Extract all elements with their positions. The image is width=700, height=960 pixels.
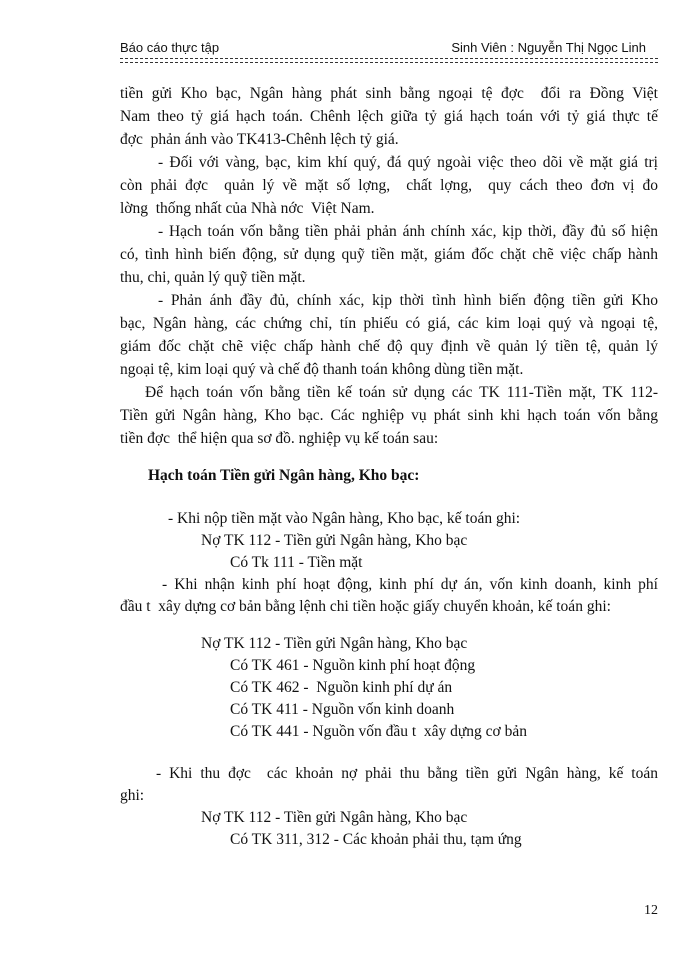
section-heading: Hạch toán Tiền gửi Ngân hàng, Kho bạc:: [148, 467, 420, 484]
paragraph-line: - Phản ánh đầy đủ, chính xác, kịp thời tình hình biến động tiền gửi Kho: [158, 292, 658, 309]
paragraph-line: ngoại tệ, kim loại quý và chế độ thanh toán không dùng tiền mặt.: [120, 361, 524, 378]
paragraph-line: đợc phản ánh vào TK413-Chênh lệch tỷ giá.: [120, 131, 399, 148]
header-report-title: Báo cáo thực tập: [120, 40, 220, 55]
paragraph-line: giám đốc chặt chẽ việc chấp hành chế độ quy định về quản lý tiền tệ, quản lý: [120, 338, 658, 355]
paragraph-line: - Khi nộp tiền mặt vào Ngân hàng, Kho bạc, kế toán ghi:: [168, 510, 521, 527]
paragraph-line: ghi:: [120, 787, 145, 804]
paragraph-line: - Khi thu đợc các khoản nợ phải thu bằng tiền gửi Ngân hàng, kế toán: [156, 765, 658, 782]
paragraph-line: có, tình hình biến động, sử dụng quỹ tiền mặt, giám đốc chặt chẽ việc chấp hành: [120, 246, 658, 263]
paragraph-line: tiền đợc thể hiện qua sơ đồ. nghiệp vụ kế toán sau:: [120, 430, 439, 447]
entry-debit-line: Nợ TK 112 - Tiền gửi Ngân hàng, Kho bạc: [201, 532, 468, 549]
paragraph-line: bạc, Ngân hàng, các chứng chỉ, tín phiếu có giá, các kim loại quý và ngoại tệ,: [120, 315, 658, 332]
paragraph-line: Nam theo tỷ giá hạch toán. Chênh lệch giữa tỷ giá hạch toán với tỷ giá thực tế: [120, 108, 658, 125]
paragraph-line: - Hạch toán vốn bằng tiền phải phản ánh chính xác, kịp thời, đầy đủ số hiện: [158, 223, 658, 240]
page-number: 12: [644, 903, 658, 918]
header-student-name: Sinh Viên : Nguyễn Thị Ngọc Linh: [451, 40, 646, 55]
paragraph-line: đầu t xây dựng cơ bản bằng lệnh chi tiền hoặc giấy chuyển khoản, kế toán ghi:: [120, 598, 611, 615]
paragraph-line: - Đối với vàng, bạc, kim khí quý, đá quý ngoài việc theo dõi về mặt giá trị: [158, 154, 658, 171]
entry-credit-line: Có Tk 111 - Tiền mặt: [230, 554, 363, 571]
page-header: [120, 40, 660, 60]
entry-credit-line: Có TK 462 - Nguồn kinh phí dự án: [230, 679, 453, 696]
paragraph-line: lờng thống nhất của Nhà nớc Việt Nam.: [120, 200, 375, 217]
paragraph-line: thu, chi, quản lý quỹ tiền mặt.: [120, 269, 306, 286]
header-rule: [120, 58, 658, 63]
paragraph-line: Để hạch toán vốn bằng tiền kế toán sử dụng các TK 111-Tiền mặt, TK 112-: [145, 384, 658, 401]
paragraph-line: Tiền gửi Ngân hàng, Kho bạc. Các nghiệp vụ phát sinh khi hạch toán vốn bằng: [120, 407, 658, 424]
entry-debit-line: Nợ TK 112 - Tiền gửi Ngân hàng, Kho bạc: [201, 635, 468, 652]
paragraph-line: còn phải đợc quản lý về mặt số lợng, chất lợng, quy cách theo đơn vị đo: [120, 177, 658, 194]
entry-credit-line: Có TK 411 - Nguồn vốn kinh doanh: [230, 701, 455, 718]
entry-credit-line: Có TK 461 - Nguồn kinh phí hoạt động: [230, 657, 476, 674]
paragraph-line: - Khi nhận kinh phí hoạt động, kinh phí dự án, vốn kinh doanh, kinh phí: [162, 576, 658, 593]
entry-credit-line: Có TK 441 - Nguồn vốn đầu t xây dựng cơ bản: [230, 723, 527, 740]
entry-debit-line: Nợ TK 112 - Tiền gửi Ngân hàng, Kho bạc: [201, 809, 468, 826]
entry-credit-line: Có TK 311, 312 - Các khoản phải thu, tạm ứng: [230, 831, 522, 848]
paragraph-line: tiền gửi Kho bạc, Ngân hàng phát sinh bằng ngoại tệ đợc đổi ra Đồng Việt: [120, 85, 658, 102]
